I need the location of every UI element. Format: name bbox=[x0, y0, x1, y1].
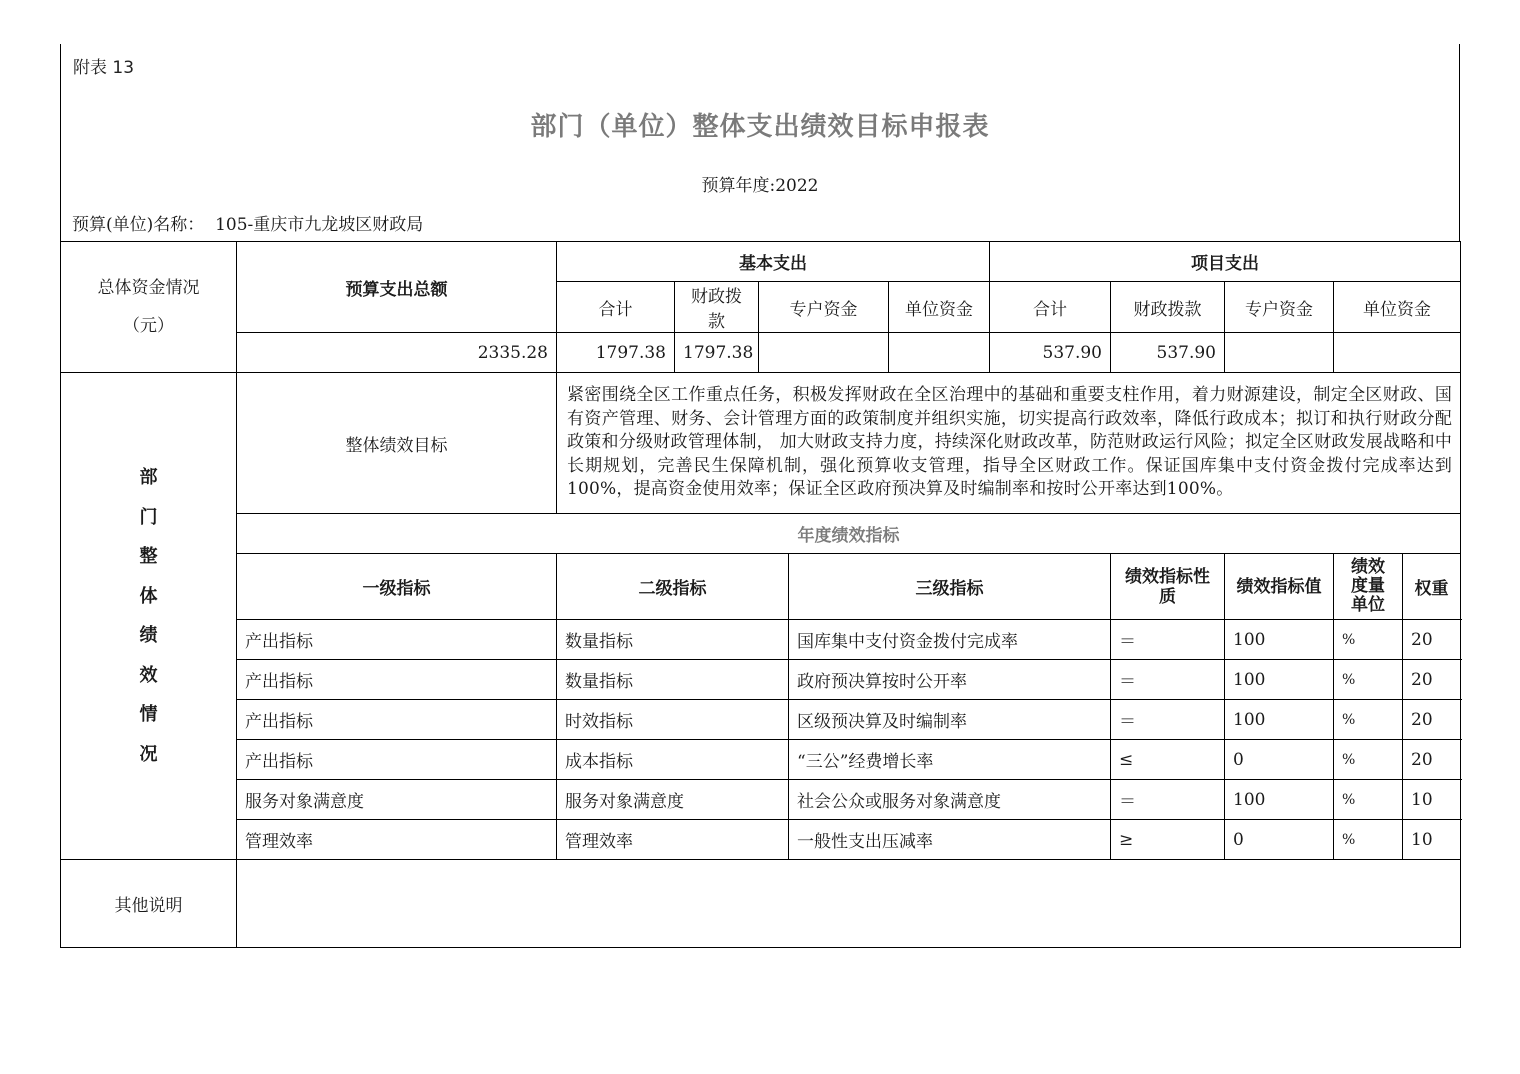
indicator-level1: 管理效率 bbox=[237, 820, 557, 860]
unit-name: 105-重庆市九龙坡区财政局 bbox=[215, 215, 424, 235]
indicator-unit: % bbox=[1334, 780, 1403, 820]
table-row bbox=[61, 820, 1461, 860]
indicator-level1: 产出指标 bbox=[237, 660, 557, 700]
project-own-value bbox=[1334, 333, 1461, 373]
project-subtotal-header: 合计 bbox=[990, 282, 1111, 333]
table-row bbox=[61, 620, 1461, 660]
indicator-level1: 产出指标 bbox=[237, 740, 557, 780]
indicator-value: 100 bbox=[1225, 660, 1334, 700]
indicator-weight: 20 bbox=[1403, 740, 1461, 780]
indicator-level2: 服务对象满意度 bbox=[557, 780, 789, 820]
page-title: 部门（单位）整体支出绩效目标申报表 bbox=[530, 112, 990, 142]
sheet-left-border bbox=[60, 44, 61, 242]
indicator-value: 100 bbox=[1225, 700, 1334, 740]
basic-special-value bbox=[759, 333, 889, 373]
level1-header: 一级指标 bbox=[237, 554, 557, 620]
section-char: 效 bbox=[139, 664, 158, 686]
indicator-nature: ＝ bbox=[1111, 620, 1225, 660]
basic-subtotal-header: 合计 bbox=[557, 282, 675, 333]
weight-header: 权重 bbox=[1403, 554, 1461, 620]
indicator-unit: % bbox=[1334, 660, 1403, 700]
basic-subtotal-value: 1797.38 bbox=[557, 333, 675, 373]
basic-expenditure-header: 基本支出 bbox=[557, 242, 990, 282]
indicator-weight: 10 bbox=[1403, 780, 1461, 820]
table-row bbox=[61, 660, 1461, 700]
indicator-weight: 10 bbox=[1403, 820, 1461, 860]
indicator-value: 0 bbox=[1225, 820, 1334, 860]
basic-own-header: 单位资金 bbox=[889, 282, 990, 333]
indicator-nature: ＝ bbox=[1111, 700, 1225, 740]
annual-indicators-header: 年度绩效指标 bbox=[237, 514, 1461, 554]
level2-header: 二级指标 bbox=[557, 554, 789, 620]
basic-fiscal-header: 财政拨款 bbox=[675, 282, 759, 333]
appendix-number: 附表 13 bbox=[73, 58, 135, 78]
basic-special-header: 专户资金 bbox=[759, 282, 889, 333]
overall-goal-label: 整体绩效目标 bbox=[237, 373, 557, 514]
indicator-level2: 数量指标 bbox=[557, 660, 789, 700]
indicator-weight: 20 bbox=[1403, 660, 1461, 700]
indicator-unit: % bbox=[1334, 740, 1403, 780]
unit-name-line bbox=[72, 210, 423, 235]
indicator-nature: ≥ bbox=[1111, 820, 1225, 860]
project-subtotal-value: 537.90 bbox=[990, 333, 1111, 373]
indicator-level1: 服务对象满意度 bbox=[237, 780, 557, 820]
indicator-value: 100 bbox=[1225, 780, 1334, 820]
basic-fiscal-value: 1797.38 bbox=[675, 333, 759, 373]
indicator-level1: 产出指标 bbox=[237, 620, 557, 660]
unit-name-label: 预算(单位)名称： bbox=[72, 215, 205, 235]
project-fiscal-header: 财政拨款 bbox=[1111, 282, 1225, 333]
indicator-level3: 国库集中支付资金拨付完成率 bbox=[789, 620, 1111, 660]
performance-section-label bbox=[61, 373, 237, 860]
other-notes-content bbox=[237, 860, 1461, 948]
funds-section-unit: （元） bbox=[123, 316, 174, 336]
section-char: 况 bbox=[139, 743, 158, 765]
section-char: 门 bbox=[139, 506, 158, 528]
indicator-nature: ≤ bbox=[1111, 740, 1225, 780]
indicator-level1: 产出指标 bbox=[237, 700, 557, 740]
section-char: 绩 bbox=[139, 625, 158, 646]
funds-section-title: 总体资金情况 bbox=[97, 278, 200, 298]
other-notes-label: 其他说明 bbox=[61, 860, 237, 948]
nature-header: 绩效指标性质 bbox=[1111, 554, 1225, 620]
basic-own-value bbox=[889, 333, 990, 373]
budget-total-header: 预算支出总额 bbox=[237, 242, 557, 333]
measure-unit-header: 绩效度量单位 bbox=[1334, 554, 1403, 620]
indicator-level2: 数量指标 bbox=[557, 620, 789, 660]
performance-table bbox=[60, 241, 1461, 948]
indicator-unit: % bbox=[1334, 620, 1403, 660]
project-special-header: 专户资金 bbox=[1225, 282, 1334, 333]
table-row bbox=[61, 700, 1461, 740]
project-special-value bbox=[1225, 333, 1334, 373]
indicator-level2: 时效指标 bbox=[557, 700, 789, 740]
project-expenditure-header: 项目支出 bbox=[990, 242, 1461, 282]
section-char: 情 bbox=[139, 704, 158, 725]
indicator-nature: ＝ bbox=[1111, 660, 1225, 700]
indicator-unit: % bbox=[1334, 820, 1403, 860]
value-header: 绩效指标值 bbox=[1225, 554, 1334, 620]
indicator-value: 100 bbox=[1225, 620, 1334, 660]
funds-section-label bbox=[61, 242, 237, 373]
sheet-right-border bbox=[1459, 44, 1460, 242]
budget-year: 预算年度:2022 bbox=[701, 176, 819, 196]
indicator-nature: ＝ bbox=[1111, 780, 1225, 820]
indicator-weight: 20 bbox=[1403, 620, 1461, 660]
overall-goal-text: 紧密围绕全区工作重点任务，积极发挥财政在全区治理中的基础和重要支柱作用，着力财源建设，制定全区财政、国有资产管理、财务、会计管理方面的政策制度并组织实施，切实提高行政效率，降低行政成本；拟订和执行财政分配政策和分级财政管理体制， 加大财政支持力度，持续深化财政改革，防范财政运行风险；拟定全区财政发展战略和中长期规划，完善民生保障机制，强化预算收支管理，指导全区财政工作。保证国库集中支付资金拨付完成率达到100%，提高资金使用效率；保证全区政府预决算及时编制率和按时公开率达到100%。 bbox=[557, 373, 1461, 514]
table-row bbox=[61, 740, 1461, 780]
project-own-header: 单位资金 bbox=[1334, 282, 1461, 333]
indicator-level3: 区级预决算及时编制率 bbox=[789, 700, 1111, 740]
indicator-level3: 政府预决算按时公开率 bbox=[789, 660, 1111, 700]
indicator-level2: 管理效率 bbox=[557, 820, 789, 860]
section-char: 部 bbox=[139, 467, 158, 488]
project-fiscal-value: 537.90 bbox=[1111, 333, 1225, 373]
level3-header: 三级指标 bbox=[789, 554, 1111, 620]
table-row bbox=[61, 780, 1461, 820]
indicator-level3: “三公”经费增长率 bbox=[789, 740, 1111, 780]
section-char: 体 bbox=[139, 585, 158, 607]
indicator-unit: % bbox=[1334, 700, 1403, 740]
indicator-value: 0 bbox=[1225, 740, 1334, 780]
indicator-level3: 社会公众或服务对象满意度 bbox=[789, 780, 1111, 820]
indicator-level2: 成本指标 bbox=[557, 740, 789, 780]
indicator-weight: 20 bbox=[1403, 700, 1461, 740]
section-char: 整 bbox=[139, 546, 158, 567]
indicator-level3: 一般性支出压减率 bbox=[789, 820, 1111, 860]
budget-total-value: 2335.28 bbox=[237, 333, 557, 373]
